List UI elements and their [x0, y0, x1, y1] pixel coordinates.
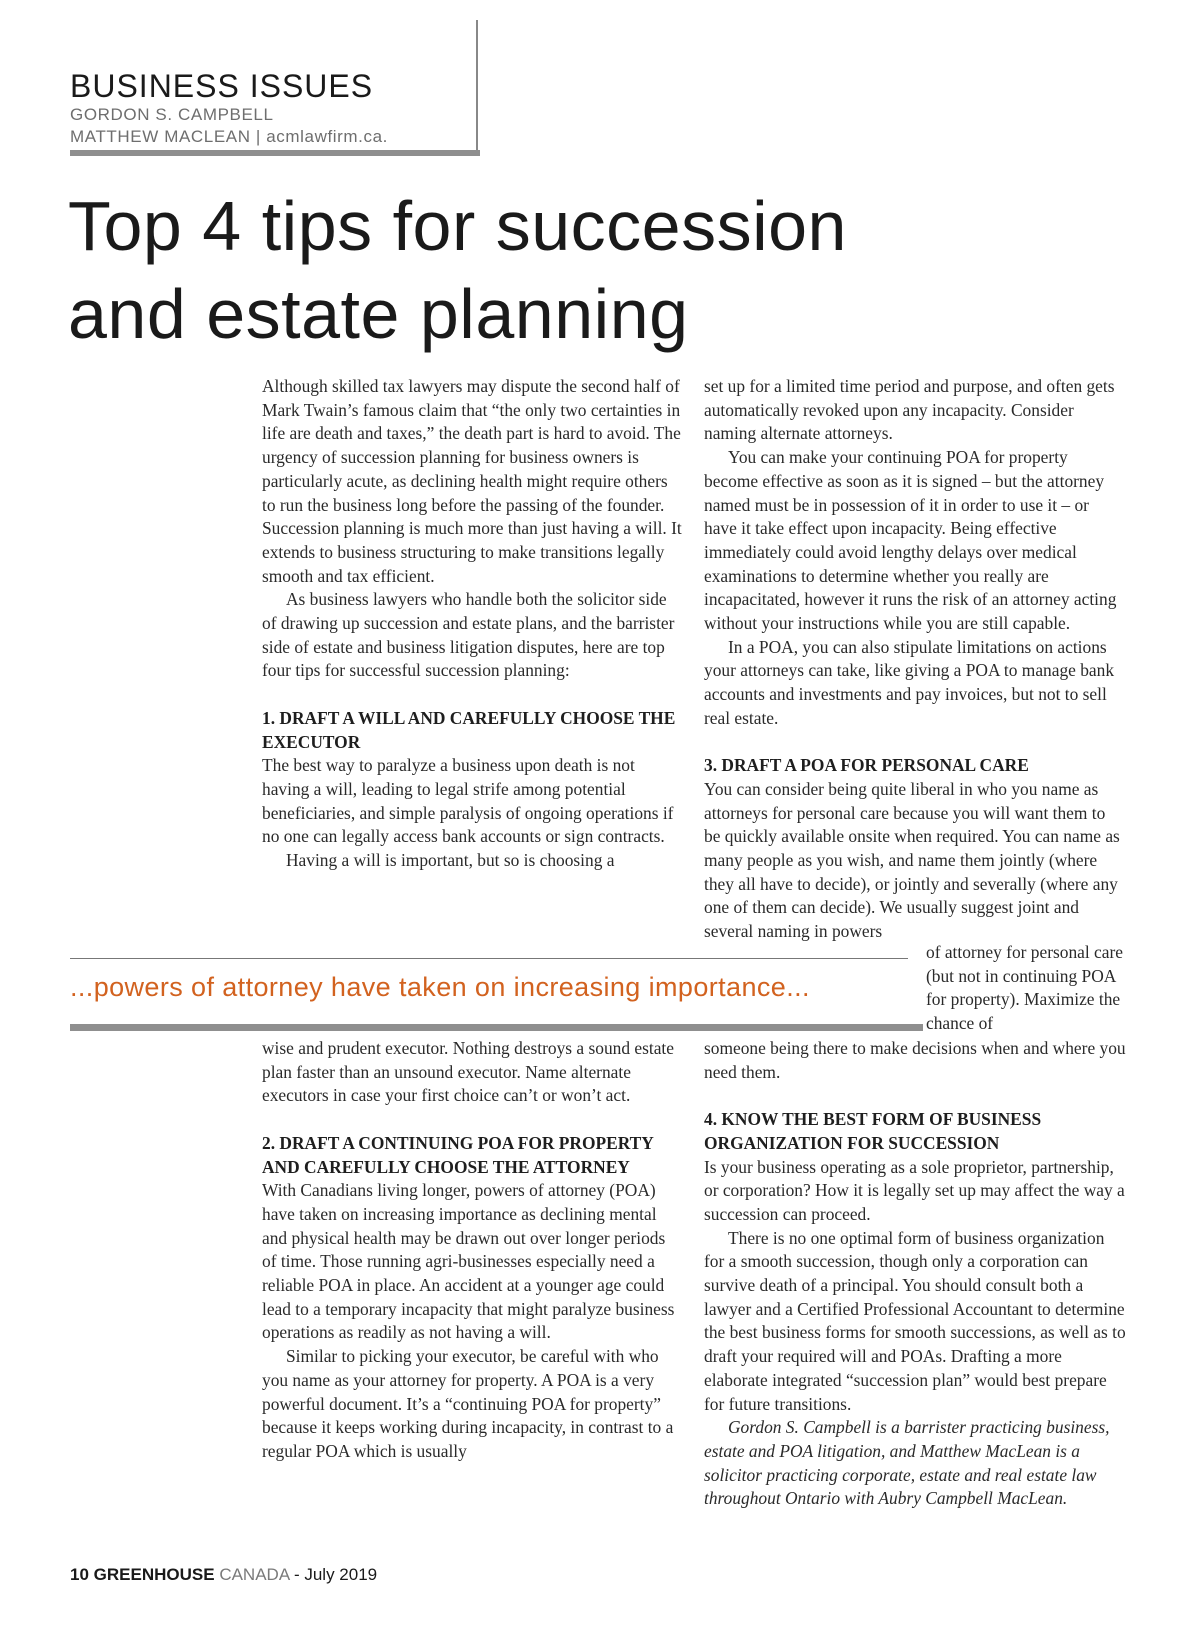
article-column-left-lower	[262, 1037, 682, 1464]
page-number: 10	[70, 1565, 89, 1584]
intro-paragraph: As business lawyers who handle both the solicitor side of drawing up succession and estate plans, and the barrister side of estate and business litigation disputes, here are top four tips for successful succession planning:	[262, 589, 675, 681]
body-paragraph: wise and prudent executor. Nothing destroys a sound estate plan faster than an unsound executor. Name alternate executors in case your first choice can’t or won’t act.	[262, 1038, 674, 1106]
section-heading-4: 4. KNOW THE BEST FORM OF BUSINESS ORGANIZATION FOR SUCCESSION	[704, 1109, 1042, 1153]
pull-quote: ...powers of attorney have taken on increasing importance...	[70, 972, 810, 1002]
body-paragraph: The best way to paralyze a business upon death is not having a will, leading to legal strife among potential beneficiaries, and simple paralysis of ongoing operations if no one can legally access bank accounts or sign contracts.	[262, 755, 674, 847]
article-column-right-lower	[704, 1037, 1126, 1511]
author-name: GORDON S. CAMPBELL	[70, 105, 274, 124]
body-paragraph: With Canadians living longer, powers of attorney (POA) have taken on increasing importance as declining mental and physical health may be drawn out over longer periods of time. Those running agri-businesses especially need a reliable POA in place. An accident at a younger age could lead to a temporary incapacity that might paralyze business operations as readily as not having a will.	[262, 1180, 675, 1343]
article-column-right-upper	[704, 375, 1126, 944]
section-label: BUSINESS ISSUES	[70, 68, 374, 104]
article-column-left-upper	[262, 375, 682, 873]
body-paragraph: set up for a limited time period and purpose, and often gets automatically revoked upon any incapacity. Consider naming alternate attorneys.	[704, 376, 1115, 444]
section-heading-2: 2. DRAFT A CONTINUING POA FOR PROPERTY AND CAREFULLY CHOOSE THE ATTORNEY	[262, 1132, 654, 1177]
author-name-website: MATTHEW MACLEAN | acmlawfirm.ca.	[70, 127, 388, 146]
body-paragraph: Similar to picking your executor, be careful with who you name as your attorney for property. A POA is a very powerful document. It’s a “continuing POA for property” because it keeps working during incapacity, in contrast to a regular POA which is usually	[262, 1346, 674, 1461]
article-headline	[68, 182, 847, 358]
magazine-name: GREENHOUSE	[93, 1565, 215, 1584]
masthead	[70, 20, 478, 155]
body-paragraph: someone being there to make decisions when and where you need them.	[704, 1038, 1126, 1082]
headline-line-2: and estate planning	[68, 275, 689, 353]
section-heading-1: 1. DRAFT A WILL AND CAREFULLY CHOOSE THE EXECUTOR	[262, 707, 676, 752]
body-paragraph: Is your business operating as a sole proprietor, partnership, or corporation? How it is legally set up may affect the way a succession can proceed.	[704, 1156, 1125, 1224]
body-paragraph: Having a will is important, but so is choosing a	[286, 850, 615, 871]
body-paragraph: There is no one optimal form of business organization for a smooth succession, though only a corporation can survive death of a principal. You should consult both a lawyer and a Certified Professional Accountant to determine the best business forms for smooth successions, as well as to draft your required will and POAs. Drafting a more elaborate integrated “succession plan” would best prepare for future transitions.	[704, 1227, 1126, 1414]
pull-quote-rule-bottom	[70, 1024, 923, 1031]
page-footer	[70, 1565, 377, 1585]
pull-quote-rule-top	[70, 958, 908, 959]
body-paragraph: You can consider being quite liberal in who you name as attorneys for personal care because you will want them to be quickly available onsite when required. You can name as many people as you wish, and name them jointly (where they all have to decide), or jointly and severally (where any one of them can decide). We usually suggest joint and several naming in powers	[704, 778, 1120, 942]
author-bio: Gordon S. Campbell is a barrister practicing business, estate and POA litigation, and Matthew MacLean is a solicitor practicing corporate, estate and real estate law throughout Ontario with Aubry Campbell MacLean.	[704, 1417, 1110, 1509]
masthead-rule	[70, 150, 480, 156]
section-heading-3: 3. DRAFT A POA FOR PERSONAL CARE	[704, 755, 1029, 776]
body-paragraph: You can make your continuing POA for property become effective as soon as it is signed – but the attorney named must be in possession of it in order to use it – or have it take effect upon incapacity. Being effective immediately could avoid lengthy delays over medical examinations to determine whether you really are incapacitated, however it runs the risk of an attorney acting without your instructions while you are still capable.	[704, 447, 1117, 634]
magazine-name-sub: CANADA	[219, 1565, 290, 1584]
intro-paragraph: Although skilled tax lawyers may dispute the second half of Mark Twain’s famous claim that “the only two certainties in life are death and taxes,” the death part is hard to avoid. The urgency of succession planning for business owners is particularly acute, as declining health might require others to run the business long before the passing of the founder. Succession planning is much more than just having a will. It extends to business structuring to make transitions legally smooth and tax efficient.	[262, 376, 682, 586]
body-paragraph: In a POA, you can also stipulate limitations on actions your attorneys can take, like giving a POA to manage bank accounts and investments and pay invoices, but not to sell real estate.	[704, 636, 1115, 728]
issue-date: - July 2019	[293, 1565, 378, 1584]
headline-line-1: Top 4 tips for succession	[68, 187, 847, 265]
body-paragraph-wrap: of attorney for personal care (but not in continuing POA for property). Maximize the chance of	[926, 942, 1123, 1034]
